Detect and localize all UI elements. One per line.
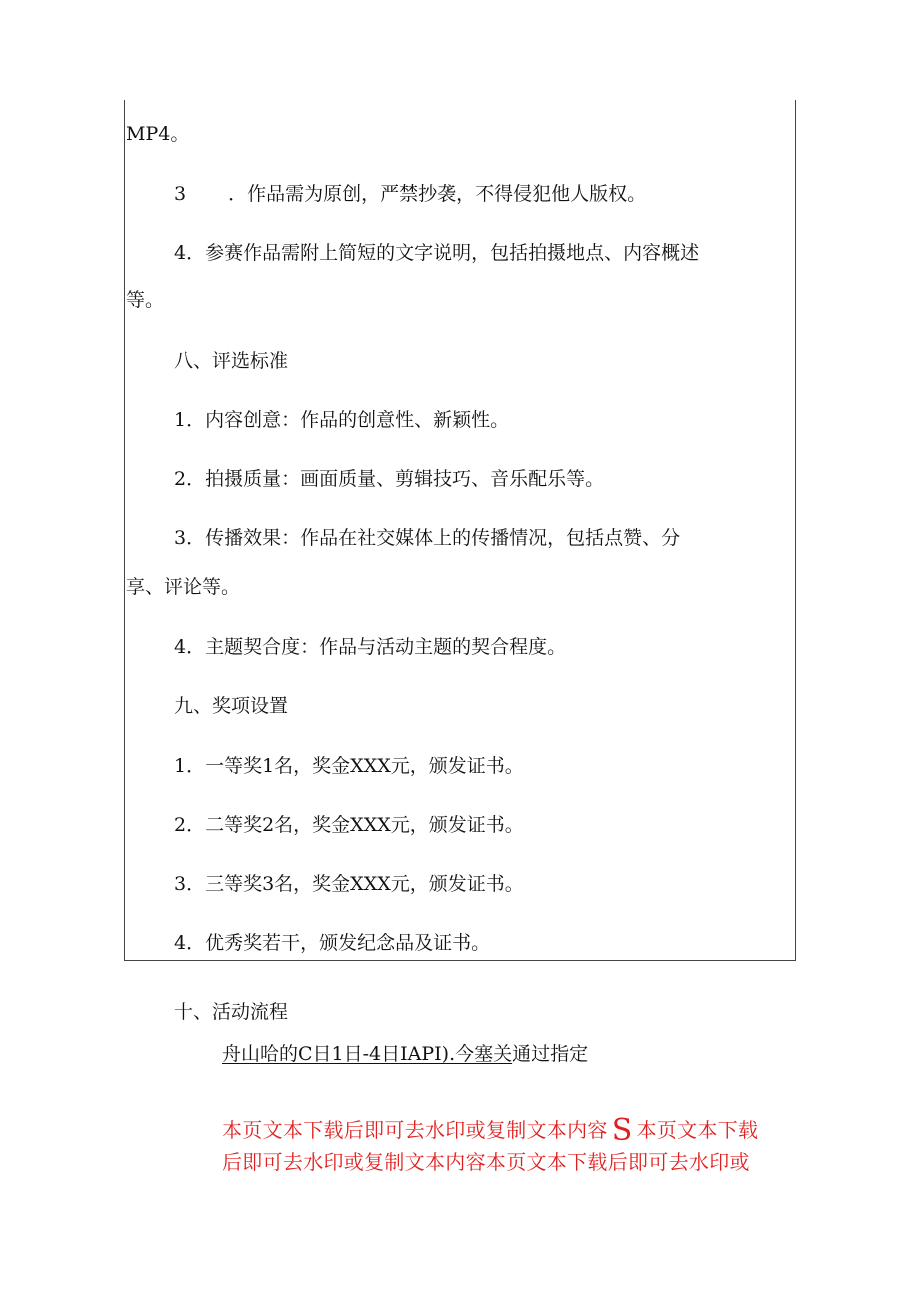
watermark-text-part2: 本页文本下载	[636, 1118, 759, 1142]
section-heading-9: 九、奖项设置	[174, 695, 289, 717]
criterion-3-line2: 享、评论等。	[126, 576, 241, 598]
requirement-3-number: 3	[174, 183, 187, 205]
watermark-symbol: S	[611, 1113, 633, 1148]
watermark-line1	[222, 1113, 759, 1148]
watermark-text-part1: 本页文本下载后即可去水印或复制文本内容	[222, 1118, 608, 1142]
watermark-line2: 后即可去水印或复制文本内容本页文本下载后即可去水印或	[222, 1150, 750, 1174]
flow-underlined-text: 舟山哈的C日1日-4日IAPI).今塞关	[222, 1043, 513, 1065]
criterion-1: 1．内容创意：作品的创意性、新颖性。	[174, 409, 510, 431]
criterion-2: 2．拍摄质量：画面质量、剪辑技巧、音乐配乐等。	[174, 468, 605, 490]
criterion-3-line1: 3．传播效果：作品在社交媒体上的传播情况，包括点赞、分	[174, 527, 681, 549]
requirement-3-text: ．作品需为原创，严禁抄袭，不得侵犯他人版权。	[228, 183, 647, 205]
requirement-4-line1: 4．参赛作品需附上简短的文字说明，包括拍摄地点、内容概述	[174, 242, 700, 264]
section-heading-10: 十、活动流程	[174, 1001, 289, 1023]
criterion-4: 4．主题契合度：作品与活动主题的契合程度。	[174, 636, 567, 658]
award-4: 4．优秀奖若干，颁发纪念品及证书。	[174, 932, 491, 954]
section-heading-8: 八、评选标准	[174, 350, 289, 372]
award-1: 1．一等奖1名，奖金XXX元，颁发证书。	[174, 755, 524, 777]
award-2: 2．二等奖2名，奖金XXX元，颁发证书。	[174, 814, 524, 836]
flow-rest-text: 通过指定	[512, 1043, 589, 1065]
requirement-3	[174, 182, 646, 206]
text-line-mp4: MP4。	[126, 123, 190, 145]
award-3: 3．三等奖3名，奖金XXX元，颁发证书。	[174, 873, 524, 895]
flow-line	[222, 1042, 588, 1066]
requirement-4-line2: 等。	[126, 289, 165, 311]
